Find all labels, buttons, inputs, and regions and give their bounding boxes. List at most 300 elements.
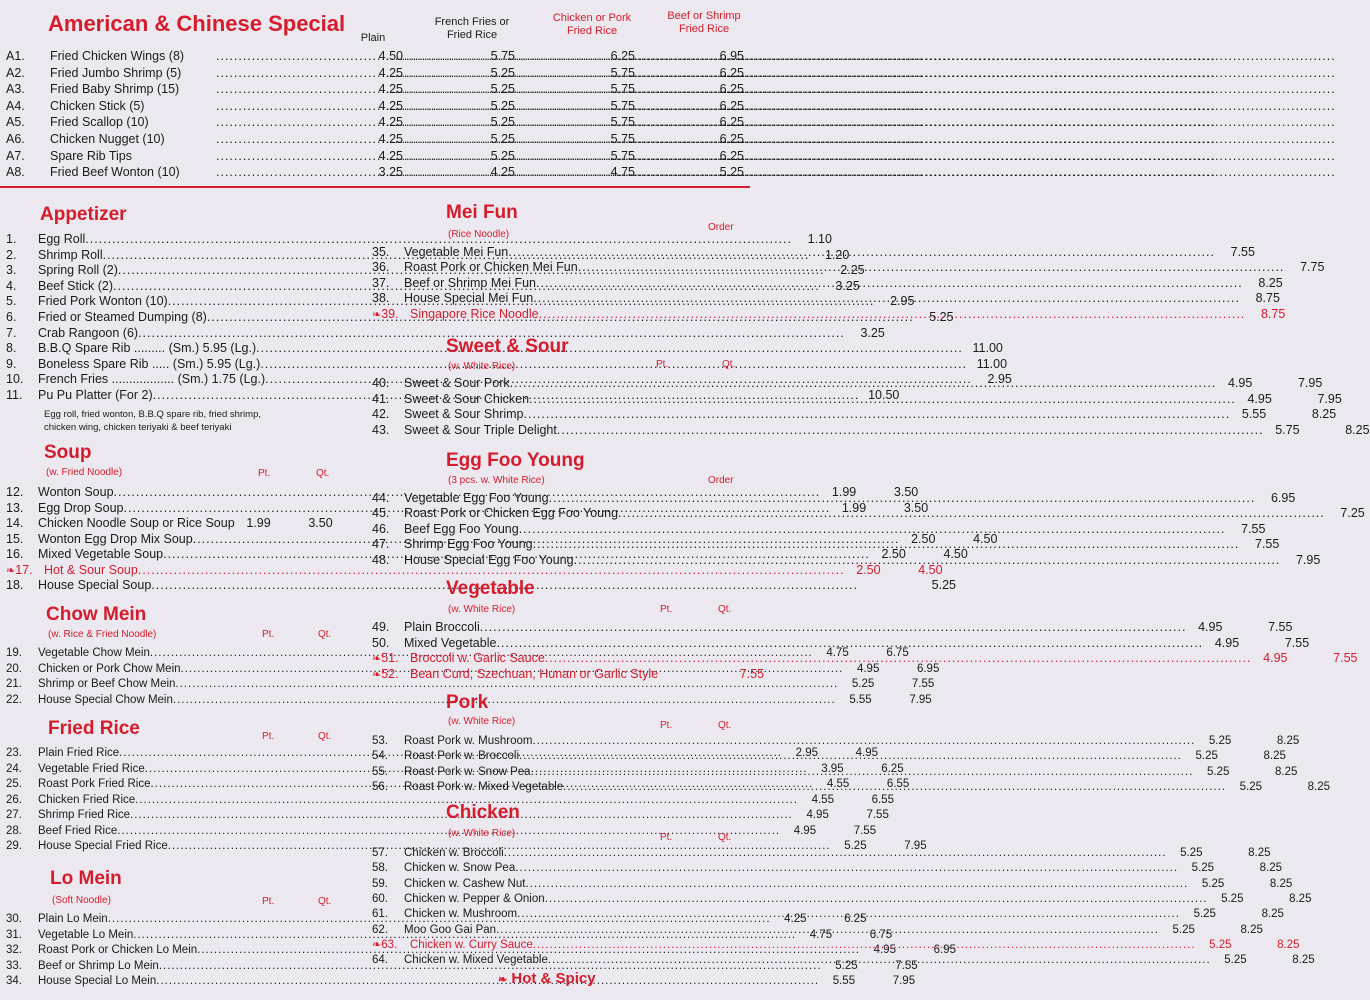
soup-title: Soup (44, 442, 92, 463)
col-plain-header: Plain (360, 32, 386, 44)
item-number: A4. (6, 98, 25, 113)
item-price: 3.25 (378, 165, 403, 180)
leader-dots (533, 291, 1240, 306)
chicken-qt-header: Qt. (718, 832, 732, 843)
item-number: A8. (6, 165, 25, 180)
item-name: Egg Roll (38, 232, 86, 246)
chicken-title: Chicken (446, 802, 520, 823)
item-price: 5.25 (490, 65, 515, 80)
item-name: Chicken w. Mushroom (404, 908, 518, 921)
leader-dots (397, 165, 461, 180)
item-price-pt: 5.25 (1193, 908, 1216, 921)
item-price-pt: 5.25 (1209, 938, 1232, 951)
item-number: 35. (372, 245, 390, 259)
item-number: 19. (6, 647, 22, 659)
item-name: Roast Pork or Chicken Egg Foo Young (404, 506, 619, 521)
item-price-qt: 8.25 (1277, 938, 1300, 951)
item-price: 2.95 (890, 294, 915, 309)
item-price: 5.75 (490, 49, 515, 63)
egg-foo-young-subtitle: (3 pcs. w. White Rice) (448, 475, 545, 486)
leader-dots (256, 341, 963, 356)
special-row (6, 132, 746, 148)
item-price: 11.00 (976, 356, 1008, 371)
item-price: 4.50 (378, 49, 403, 63)
item-number: 33. (6, 959, 22, 972)
item-price: 6.25 (719, 148, 744, 163)
soup-qt-header: Qt. (316, 468, 330, 479)
item-number: 26. (6, 793, 22, 806)
item-price-qt: 7.55 (1268, 620, 1293, 634)
item-number: 57. (372, 847, 388, 859)
item-price-qt: 6.75 (886, 647, 909, 659)
item-price-pt: 1.99 (841, 500, 867, 515)
chicken-row (372, 877, 1293, 892)
leader-dots (549, 491, 1256, 506)
item-name: Chicken Nugget (10) (50, 132, 165, 146)
leader-dots (524, 407, 1231, 422)
leader-dots (509, 82, 581, 97)
pork-subtitle: (w. White Rice) (448, 716, 516, 727)
item-price-pt: 4.55 (811, 793, 834, 806)
item-name: Broccoli w. Garlic Sauce (410, 651, 545, 665)
leader-dots (216, 99, 366, 114)
item-name: Chicken w. Broccoli (404, 847, 504, 859)
item-price-qt: 7.55 (853, 824, 877, 837)
item-price: 5.25 (490, 98, 515, 113)
item-price-qt: 6.95 (916, 662, 940, 675)
item-price: 5.25 (929, 310, 954, 324)
item-number: A3. (6, 82, 25, 97)
item-price-pt: 5.25 (1221, 892, 1244, 905)
item-price: 4.25 (378, 132, 403, 146)
item-number: 20. (6, 662, 22, 675)
item-price-pt: 5.25 (835, 959, 858, 972)
item-number: 28. (6, 824, 22, 837)
item-name: House Special Lo Mein (38, 975, 157, 987)
mei-fun-order-header: Order (708, 222, 734, 233)
item-price-pt: 5.25 (1207, 765, 1230, 778)
item-name: Chicken Noodle Soup or Rice Soup (38, 516, 235, 530)
fried-rice-title: Fried Rice (48, 718, 140, 739)
item-price-qt: 7.95 (904, 840, 927, 852)
special-row (6, 149, 746, 165)
item-price: 6.25 (719, 98, 744, 113)
leader-dots (480, 620, 1187, 635)
leader-dots (397, 149, 461, 164)
item-price-qt: 7.55 (1333, 651, 1358, 665)
item-price: 2.95 (987, 372, 1012, 387)
item-name: Shrimp Egg Foo Young (404, 537, 533, 552)
vegetable-row (372, 620, 1293, 635)
leader-dots (578, 260, 1285, 275)
sweet-sour-pt-header: Pt. (656, 359, 669, 370)
item-name: Boneless Spare Rib ..... (Sm.) 5.95 (Lg.) (38, 356, 261, 371)
leader-dots (509, 165, 581, 180)
item-name: Shrimp Roll (38, 247, 103, 262)
item-name: House Special Fried Rice (38, 840, 168, 852)
item-number: 48. (372, 552, 390, 567)
item-name: Chicken or Pork Chow Mein (38, 662, 181, 675)
special-row (6, 66, 746, 82)
item-name: Mixed Vegetable (404, 635, 497, 650)
leader-dots (397, 82, 461, 97)
item-number: A6. (6, 132, 25, 146)
item-name: Singapore Rice Noodle (410, 306, 539, 321)
item-price: 3.25 (860, 325, 885, 340)
leader-dots (629, 49, 690, 64)
item-name: Plain Lo Mein (38, 913, 108, 925)
chicken-pt-header: Pt. (660, 832, 673, 843)
leader-dots (260, 357, 967, 372)
leader-dots (532, 734, 1195, 749)
pork-qt-header: Qt. (718, 720, 732, 731)
item-number: 34. (6, 975, 22, 987)
item-name: House Special Egg Foo Young (404, 552, 574, 567)
item-price: 5.25 (490, 115, 515, 130)
item-price-pt: 5.25 (851, 678, 875, 690)
item-name: Chicken w. Snow Pea (404, 862, 516, 875)
item-price-qt: 7.95 (892, 975, 916, 987)
item-price: 5.25 (490, 132, 515, 146)
vegetable-row (372, 635, 1310, 651)
special-row (6, 82, 746, 98)
vegetable-qt-header: Qt. (718, 604, 732, 615)
item-number: 14. (6, 516, 24, 530)
leader-dots (173, 693, 836, 708)
appetizer-title: Appetizer (40, 204, 127, 225)
item-price-pt: 4.95 (806, 809, 829, 821)
leader-dots (563, 780, 1226, 795)
item-price: 6.25 (719, 65, 744, 80)
item-number: 32. (6, 944, 22, 956)
special-row (6, 99, 746, 115)
item-name: Hot & Sour Soup (44, 562, 138, 577)
hot-spicy-label: Hot & Spicy (511, 970, 596, 987)
item-number: 45. (372, 506, 390, 521)
item-number: 5. (6, 294, 17, 309)
leader-dots (397, 115, 461, 130)
item-price-qt: 7.95 (1317, 391, 1342, 406)
item-name: Fried Jumbo Shrimp (5) (50, 65, 182, 80)
item-name: Wonton Egg Drop Mix Soup (38, 531, 193, 546)
chow-mein-subtitle: (w. Rice & Fried Noodle) (48, 629, 157, 640)
soup-row (6, 562, 943, 579)
item-price: 4.25 (490, 165, 515, 180)
item-price-qt: 8.25 (1263, 750, 1286, 763)
leader-dots (529, 392, 1236, 407)
item-name: Fried Scallop (10) (50, 115, 149, 130)
item-name: Shrimp or Beef Chow Mein (38, 678, 176, 690)
item-price: 4.25 (378, 148, 403, 163)
lo-mein-title: Lo Mein (50, 868, 122, 889)
item-name: Chicken w. Curry Sauce (410, 938, 533, 951)
leader-dots (509, 149, 581, 164)
item-number: A5. (6, 115, 25, 130)
item-price-pt: 4.95 (856, 662, 880, 675)
item-price-qt: 6.25 (881, 762, 904, 775)
item-price-pt: 4.95 (1198, 620, 1223, 634)
leader-dots (536, 276, 1243, 291)
item-name: Shrimp Fried Rice (38, 809, 131, 821)
item-name: Spring Roll (2) (38, 263, 118, 278)
item-price: 4.25 (378, 82, 403, 97)
item-price-qt: 8.25 (1311, 407, 1337, 421)
item-price-qt: 8.25 (1292, 954, 1315, 967)
item-name: Spare Rib Tips (50, 148, 132, 163)
item-name: Chicken w. Mixed Vegetable (404, 954, 548, 967)
pork-pt-header: Pt. (660, 720, 673, 731)
item-number: 54. (372, 750, 388, 763)
item-number: 6. (6, 310, 17, 324)
item-name: Sweet & Sour Pork (404, 376, 510, 390)
divider (0, 186, 750, 188)
sweetsour-row (372, 407, 1337, 422)
item-number: 16. (6, 547, 24, 561)
item-name: Beef Stick (2) (38, 278, 114, 293)
leader-dots (629, 66, 690, 81)
leader-dots (216, 115, 366, 130)
fried-rice-pt-header: Pt. (262, 731, 275, 742)
leader-dots (509, 66, 581, 81)
item-price: 5.75 (610, 65, 635, 80)
leader-dots (397, 66, 461, 81)
item-number: 13. (6, 500, 24, 515)
item-name: Fried Beef Wonton (10) (50, 165, 180, 180)
egg-foo-young-order-header: Order (708, 475, 734, 486)
item-number: 22. (6, 693, 22, 706)
vegetable-subtitle: (w. White Rice) (448, 604, 516, 615)
item-number: 4. (6, 278, 17, 293)
col-beef-header: Beef or Shrimp Fried Rice (667, 10, 741, 35)
item-price: 5.25 (490, 82, 515, 97)
item-number: 7. (6, 325, 17, 340)
chow-mein-pt-header: Pt. (262, 629, 275, 640)
item-name: Beef Fried Rice (38, 824, 118, 837)
leader-dots (629, 99, 690, 114)
special-row (6, 165, 746, 181)
item-price-qt: 8.25 (1269, 877, 1293, 890)
item-number: 64. (372, 954, 388, 967)
leader-dots (629, 149, 690, 164)
pork-row (372, 734, 1300, 749)
leader-dots (216, 165, 366, 180)
item-price-qt: 4.95 (855, 747, 878, 759)
item-number: 18. (6, 578, 24, 592)
pu-pu-platter-note: Egg roll, fried wonton, B.B.Q spare rib, fried shrimp, chicken wing, chicken teriyaki & beef teriyaki (44, 409, 262, 433)
item-name: Plain Broccoli (404, 620, 480, 634)
chow-mein-title: Chow Mein (46, 604, 147, 625)
item-price-qt: 7.55 (1284, 635, 1310, 650)
item-price-pt: 2.50 (881, 547, 906, 561)
leader-dots (496, 636, 1203, 651)
item-price: 7.55 (1230, 245, 1255, 259)
item-name: Roast Pork w. Broccoli (404, 750, 520, 763)
item-price-pt: 5.55 (1241, 407, 1267, 421)
item-price-qt: 7.55 (895, 959, 918, 972)
item-name: Pu Pu Platter (For 2) (38, 388, 153, 402)
item-name: Vegetable Mei Fun (404, 245, 509, 259)
item-price-pt: 1.99 (831, 485, 857, 499)
item-number: ❧ 39. (372, 307, 410, 323)
leader-dots (574, 553, 1281, 568)
leader-dots (515, 861, 1178, 876)
item-name: Fried Chicken Wings (8) (50, 49, 185, 63)
item-number: 10. (6, 372, 24, 387)
item-number: 23. (6, 747, 22, 759)
item-price-pt (658, 667, 694, 683)
item-price-pt: 4.95 (873, 944, 896, 956)
item-price-pt: 5.25 (1208, 735, 1232, 747)
leader-dots (519, 749, 1182, 764)
sweetsour-row (372, 422, 1370, 438)
mei-fun-title: Mei Fun (446, 202, 518, 223)
item-name: Wonton Soup (38, 485, 114, 499)
vegetable-row (372, 666, 765, 683)
item-number: 61. (372, 908, 388, 921)
item-name: House Special Soup (38, 578, 152, 592)
item-name: B.B.Q Spare Rib ......... (Sm.) 5.95 (Lg.) (38, 341, 257, 356)
item-name: Egg Drop Soup (38, 500, 124, 515)
item-price-pt: 4.75 (809, 928, 833, 941)
leader-dots (496, 923, 1159, 938)
leader-dots (519, 522, 1226, 537)
item-number: 46. (372, 521, 390, 536)
item-name: Sweet & Sour Chicken (404, 391, 530, 406)
item-price-qt: 3.50 (893, 485, 919, 499)
item-number: 9. (6, 356, 17, 371)
eggfoo-row (372, 521, 1266, 537)
item-name: Roast Pork or Chicken Mei Fun (404, 260, 578, 275)
item-price-pt: 5.55 (849, 693, 872, 706)
item-number: 42. (372, 407, 390, 421)
item-number: 38. (372, 291, 390, 306)
leader-dots (509, 115, 581, 130)
item-price-pt: 5.25 (844, 840, 867, 852)
item-price-qt: 7.55 (911, 678, 935, 690)
item-price-pt: 5.25 (1201, 877, 1225, 890)
item-name: Chicken Fried Rice (38, 793, 136, 806)
chow-mein-qt-header: Qt. (318, 629, 332, 640)
item-price: 6.95 (1270, 491, 1296, 505)
item-number: ❧ 63. (372, 938, 410, 953)
friedrice-row (6, 793, 894, 808)
item-price: 7.55 (1254, 537, 1280, 552)
item-price-pt: 4.25 (784, 913, 807, 925)
leader-dots (539, 307, 1246, 323)
item-name: Chicken w. Cashew Nut (404, 877, 526, 890)
item-price: 4.25 (378, 115, 403, 130)
item-price-qt: 4.50 (943, 547, 968, 561)
item-price: 5.25 (490, 148, 515, 163)
item-price: 4.75 (610, 165, 635, 180)
leader-dots (629, 115, 690, 130)
item-price-qt: 4.50 (918, 562, 943, 577)
item-price: 1.10 (807, 232, 832, 246)
item-number: 3. (6, 263, 17, 278)
item-number: ❧ 51. (372, 651, 410, 667)
item-number: 40. (372, 376, 390, 390)
item-number: 31. (6, 928, 22, 941)
leader-dots (618, 506, 1325, 521)
item-price-pt: 5.25 (1195, 750, 1218, 763)
soup-pt-header: Pt. (258, 468, 271, 479)
item-price-pt: 5.25 (1191, 862, 1215, 875)
item-number: 24. (6, 762, 22, 775)
item-name: Beef or Shrimp Mei Fun (404, 275, 536, 290)
item-name: Vegetable Egg Foo Young (404, 491, 549, 505)
item-price-qt: 8.25 (1307, 780, 1330, 793)
leader-dots (504, 846, 1167, 861)
item-price: 6.25 (719, 82, 744, 97)
item-price: 8.75 (1260, 306, 1286, 321)
item-name: Fried or Steamed Dumping (8) (38, 310, 207, 324)
item-price: 2.25 (840, 263, 865, 278)
item-price: 6.25 (719, 115, 744, 130)
chicken-subtitle: (w. White Rice) (448, 828, 516, 839)
item-number: 37. (372, 275, 390, 290)
item-price-pt: 4.95 (1247, 391, 1272, 406)
item-name: Chicken w. Pepper & Onion (404, 892, 545, 905)
item-price: 8.75 (1255, 291, 1280, 306)
item-name: House Special Chow Mein (38, 693, 173, 706)
leader-dots (545, 651, 1252, 667)
item-price-pt: 4.75 (826, 647, 849, 659)
item-price: 7.25 (1340, 506, 1365, 521)
pork-title: Pork (446, 692, 489, 713)
item-price-qt: 6.95 (933, 944, 956, 956)
item-price: 6.25 (610, 49, 635, 63)
item-name: Crab Rangoon (6) (38, 325, 139, 340)
item-price-pt: 5.55 (832, 975, 856, 987)
item-price-pt: 4.95 (793, 824, 817, 837)
item-number: 41. (372, 391, 390, 406)
item-number: 30. (6, 913, 22, 925)
item-price: 10.50 (868, 388, 900, 402)
item-price-qt: 8.25 (1275, 765, 1298, 778)
item-price-pt: 5.25 (1172, 923, 1195, 936)
item-name: Sweet & Sour Triple Delight (404, 422, 557, 437)
hot-spicy-legend (498, 970, 596, 987)
item-name: French Fries .................. (Sm.) 1.75 (Lg.) (38, 372, 266, 387)
item-price: 5.25 (719, 165, 744, 180)
item-name: Moo Goo Gai Pan (404, 923, 497, 936)
leader-dots (509, 132, 581, 147)
item-price: 5.75 (610, 98, 635, 113)
leader-dots (525, 877, 1188, 892)
item-price: 4.25 (378, 65, 403, 80)
item-price-qt: 6.75 (869, 928, 893, 941)
lo-mein-pt-header: Pt. (262, 896, 275, 907)
item-price-qt: 3.50 (903, 500, 929, 515)
item-price-qt: 5.25 (931, 578, 956, 592)
item-price: 11.00 (972, 341, 1003, 356)
item-price: 5.75 (610, 132, 635, 146)
item-price-pt: 5.25 (1239, 780, 1262, 793)
item-price-qt: 7.95 (1297, 376, 1323, 390)
leader-dots (545, 892, 1208, 907)
sweet-sour-title: Sweet & Sour (446, 336, 569, 357)
appetizer-row (6, 325, 885, 341)
leader-dots (533, 938, 1196, 953)
special-row (6, 115, 746, 131)
leader-dots (629, 82, 690, 97)
item-price: 3.25 (835, 278, 860, 293)
fried-rice-qt-header: Qt. (318, 731, 332, 742)
item-number: 50. (372, 635, 390, 650)
item-price-qt: 8.25 (1259, 862, 1283, 875)
item-price: 5.75 (610, 82, 635, 97)
special-title: American & Chinese Special (48, 11, 346, 36)
